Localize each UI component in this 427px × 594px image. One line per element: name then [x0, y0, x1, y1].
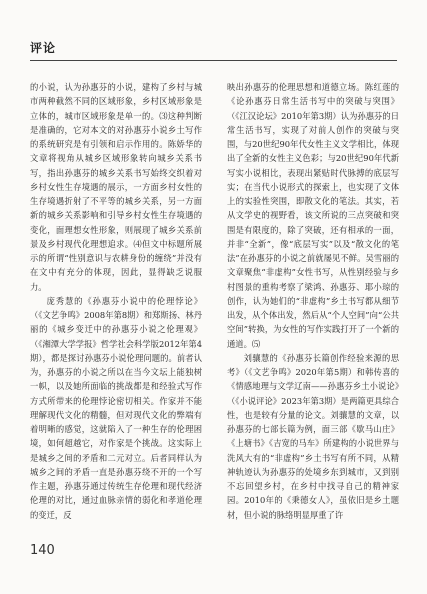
section-label: 评论: [30, 41, 57, 55]
left-paragraph-2: 庞秀慧的《孙惠芬小说中的伦理悖论》（《文艺争鸣》2008年第8期）和郑斯扬、林丹丽的《城乡变迁中的孙惠芬小说之伦理观》（《湘潭大学学报》哲学社会科学版2012年第4期），都是探讨孙惠芬小说伦理问题的。前者认为，孙惠芬的小说之所以在当今文坛上能独树一帜，以及她所面临的挑战都是和经验式写作方式所带来的伦理悖论密切相关。作家并不能理解现代文化的精髓，但对现代文化的弊端有着明晰的感觉，这就陷入了一种生存的伦理困境，如何超越它，对作家是个挑战。这实际上是城乡之间的矛盾和二元对立。后者同样认为城乡之间的矛盾一直是孙惠芬绕不开的一个写作主题，孙惠芬通过传统生存伦理和现代经济伦理的对比，通过血脉亲情的弱化和孝道伦理的变迁，反: [30, 295, 202, 520]
page-number: 140: [30, 543, 55, 558]
right-paragraph-1: 映出孙惠芬的伦理思想和道德立场。陈红莲的《论孙惠芬日常生活书写中的突破与突围》（《江汉论坛》2010年第3期）认为孙惠芬的日常生活书写，实现了对前人创作的突破与突围，与20世纪90年代女性主义文学相比，体现出了全新的女性主义色彩；与20世纪90年代新写实小说相比，表现出紧贴时代脉搏的底层写实；在当代小说形式的探索上，也实现了文体上的实验性突围，即散文化的笔法。其实，若从文学史的视野看，该文所说的三点突破和突围是有限度的，除了突破，还有相承的一面，并非“全新”，像“底层写实”以及“散文化的笔法”在孙惠芬的小说之前就屡见不鲜。吴雪丽的文章聚焦“非虚构”女性书写，从性别经验与乡村图景的重构考察了梁鸿、孙惠芬、耶小琼的创作，认为她们的“非虚构”乡土书写都从细节出发，从个体出发，然后从“个人空间”向“公共空间”转换，为女性的写作实践打开了一个新的通道。⑸: [227, 82, 399, 349]
left-column: [30, 80, 202, 535]
right-paragraph-2: 刘骧慧的《孙惠芬长篇创作经验来源的思考》（《文艺争鸣》2020年第5期）和韩传喜的《情感地理与文学辽南——孙惠芬乡土小说论》（《小说评论》2023年第3期）是两篇更具综合性，也是较有分量的论文。刘骧慧的文章，以孙惠芬的七部长篇为例，面三部《歇马山庄》《上塘书》《吉宽的马车》所建构的小说世界与洗风大有的“非虚构”乡土书写有所不同，从精神轨迹认为孙惠芬的处境乡东到城市，又到别不忘回望乡村，在乡村中找寻自己的精神家园。2010年的《秉德女人》，虽依旧是乡土题材，但小说的脉络明显厚重了许: [227, 352, 399, 520]
right-column: [227, 80, 399, 560]
header-rule: [30, 60, 397, 61]
left-paragraph-1: 的小说，认为孙惠芬的小说，建构了乡村与城市两种截然不同的区域形象，乡村区域形象是立体的，城市区域形象是单一的。⑶这种判断是准确的，它对本文的对孙惠芬小说乡土写作的系统研究是有引领和启示作用的。陈娇华的文章将视角从城乡区域形象转向城乡关系书写，指出孙惠芬的城乡关系书写始终交织着对乡村女性生存境遇的展示，一方面乡村女性的生存境遇折射了不平等的城乡关系，另一方面新的城乡关系影响和引导乡村女性生存境遇的变化，面理想女性形象，则展现了城乡关系前景及乡村现代化理想追求。⑷但文中标题所展示的所谓“性别意识与农耕身份的缠绕”并没有在文中有充分的体现，因此，显得缺乏说服力。: [30, 82, 202, 292]
